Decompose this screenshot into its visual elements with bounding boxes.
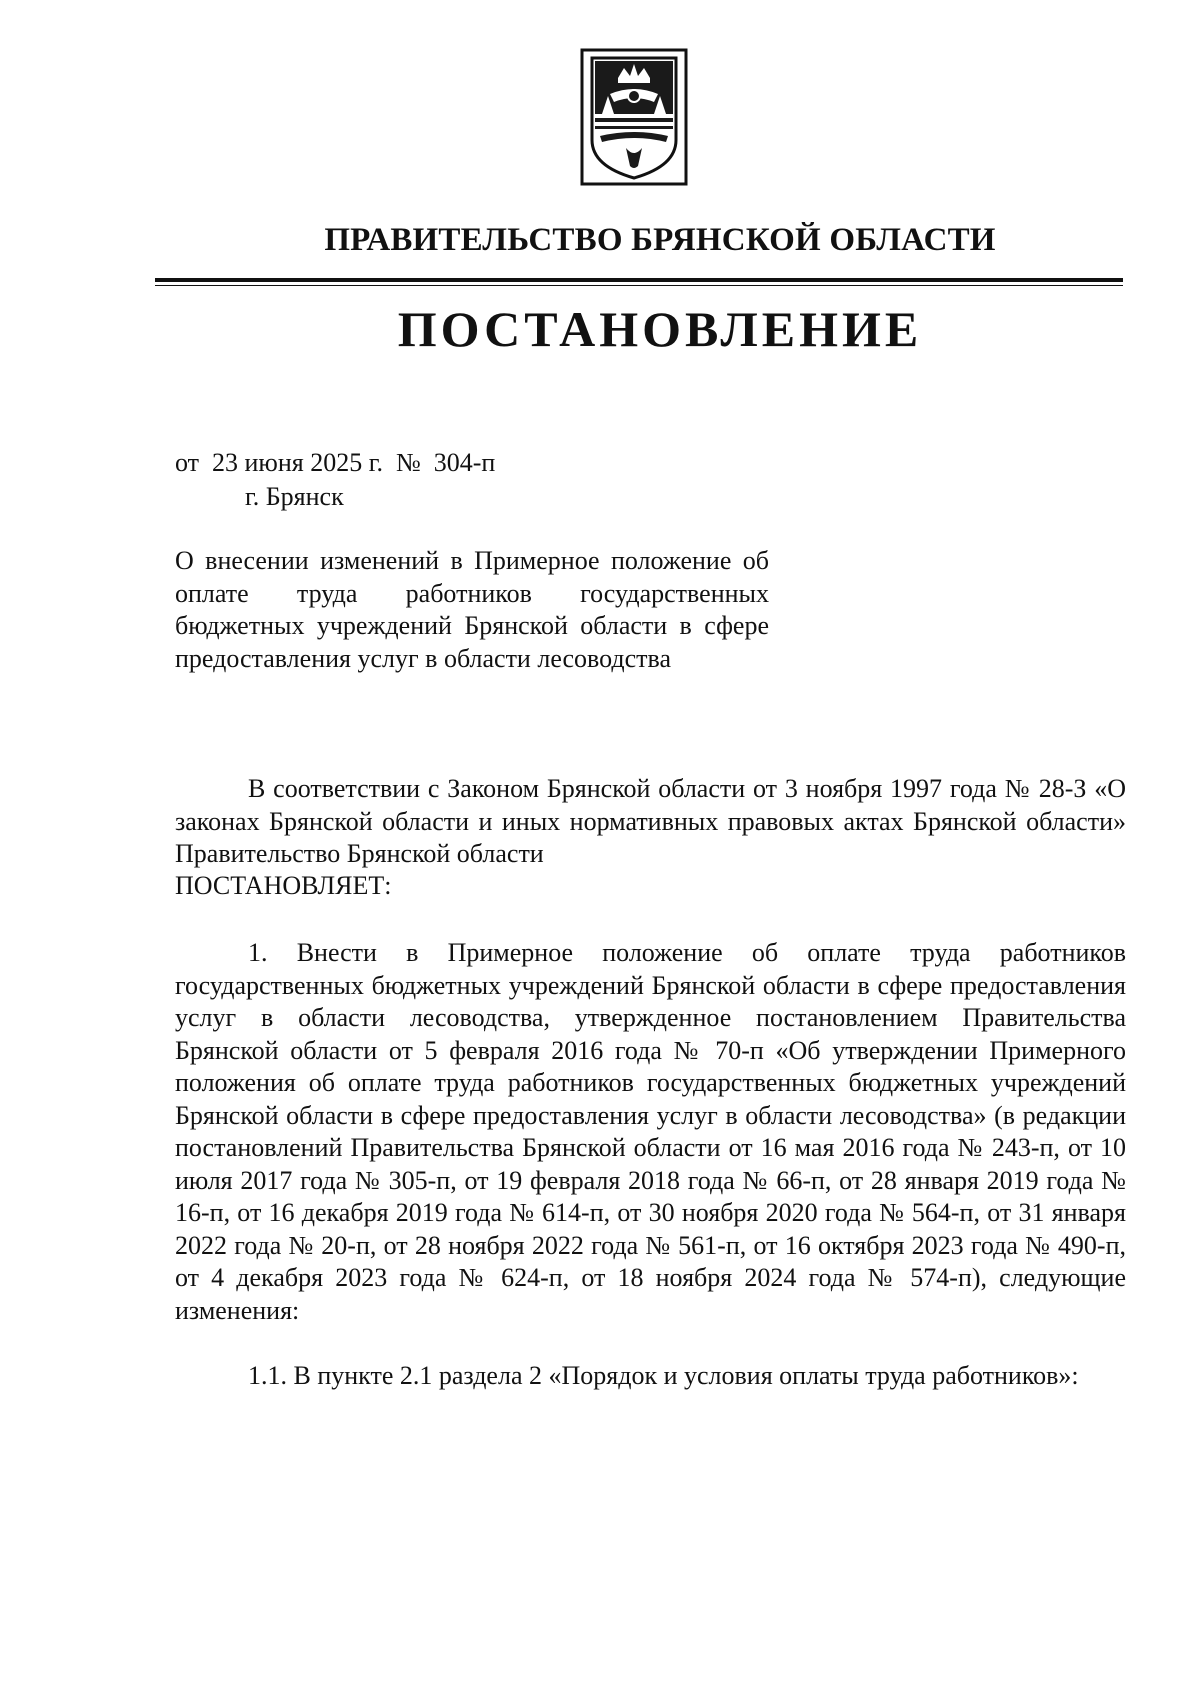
document-city: г. Брянск <box>245 482 344 511</box>
item-1-paragraph: 1. Внести в Примерное положение об оплате труда работников государственных бюджетных учреждений Брянской области в сфере предоставления услуг в области лесоводства, утвержденное постановлением Правительства Брянской области от 5 февраля 2016 года № 70-п «Об утверждении Примерного положения об оплате труда работников государственных бюджетных учреждений Брянской области в сфере предоставления услуг в области лесоводства» (в редакции постановлений Правительства Брянской области от 16 мая 2016 года № 243-п, от 10 июля 2017 года № 305-п, от 19 февраля 2018 года № 66-п, от 28 января 2019 года № 16-п, от 16 декабря 2019 года № 614-п, от 30 ноября 2020 года № 564-п, от 31 января 2022 года № 20-п, от 28 ноября 2022 года № 561-п, от 16 октября 2023 года № 490-п, от 4 декабря 2023 года № 624-п, от 18 ноября 2024 года № 574-п), следующие изменения: <box>175 938 1126 1325</box>
organization-name: ПРАВИТЕЛЬСТВО БРЯНСКОЙ ОБЛАСТИ <box>324 222 996 258</box>
decree-word: ПОСТАНОВЛЯЕТ: <box>175 871 392 900</box>
preamble-paragraph <box>175 773 1126 871</box>
coat-of-arms-icon <box>580 48 688 186</box>
preamble-text: В соответствии с Законом Брянской области от 3 ноября 1997 года № 28-З «О законах Брянской области и иных нормативных правовых актах Брянской области» Правительство Брянской области <box>175 774 1126 868</box>
document-subject: О внесении изменений в Примерное положение об оплате труда работников государственных бюджетных учреждений Брянской области в сфере предоставления услуг в области лесоводства <box>175 546 769 673</box>
item-1-1-paragraph: 1.1. В пункте 2.1 раздела 2 «Порядок и условия оплаты труда работников»: <box>248 1361 1079 1390</box>
header-rule-thick <box>155 278 1123 282</box>
document-date-number: от 23 июня 2025 г. № 304-п <box>175 448 496 477</box>
document-type-title: ПОСТАНОВЛЕНИЕ <box>397 301 923 357</box>
header-rule-thin <box>155 285 1123 286</box>
